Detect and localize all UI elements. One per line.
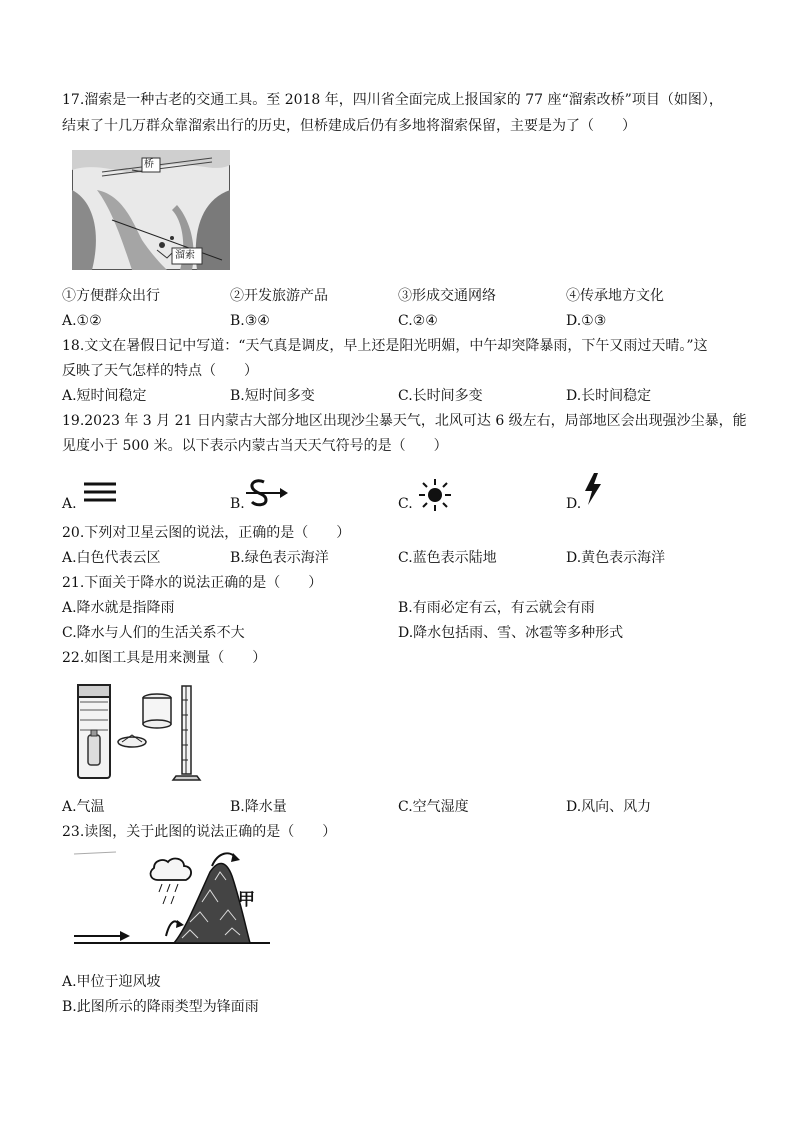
- q19-stem-line2: 见度小于 500 米。以下表示内蒙古当天天气符号的是（ ）: [62, 438, 448, 454]
- q22-option-c[interactable]: C.空气湿度: [398, 799, 469, 815]
- q21-option-d[interactable]: D.降水包括雨、雪、冰雹等多种形式: [398, 625, 624, 641]
- q17-option-b[interactable]: B.③④: [230, 313, 270, 329]
- q19-stem-line1: 19.2023 年 3 月 21 日内蒙古大部分地区出现沙尘暴天气，北风可达 6 级左右，局部地区会出现强沙尘暴，能: [62, 413, 747, 429]
- q18-option-b[interactable]: B.短时间多变: [230, 388, 315, 404]
- q22-option-a[interactable]: A.气温: [62, 799, 105, 815]
- q18-option-a[interactable]: A.短时间稳定: [62, 388, 147, 404]
- thunderstorm-symbol-icon: [582, 472, 604, 506]
- q18-stem-line2: 反映了天气怎样的特点（ ）: [62, 363, 258, 379]
- q18-option-d[interactable]: D.长时间稳定: [566, 388, 652, 404]
- q20-option-c[interactable]: C.蓝色表示陆地: [398, 550, 497, 566]
- q21-option-b[interactable]: B.有雨必定有云，有云就会有雨: [398, 600, 595, 616]
- q17-statement-3: ③形成交通网络: [398, 288, 496, 304]
- rain-gauge-figure: [70, 680, 215, 785]
- q19-option-c-letter: C.: [398, 496, 413, 512]
- sandstorm-symbol-icon: [244, 478, 290, 508]
- q19-option-c[interactable]: [398, 494, 413, 514]
- ropeway-bridge-photo: [72, 150, 230, 270]
- q17-stem-line1: 17.溜索是一种古老的交通工具。至 2018 年，四川省全面完成上报国家的 77 座“溜索改桥”项目（如图），: [62, 92, 723, 108]
- q18-option-c[interactable]: C.长时间多变: [398, 388, 483, 404]
- q23-stem: 23.读图，关于此图的说法正确的是（ ）: [62, 824, 337, 840]
- q20-option-b[interactable]: B.绿色表示海洋: [230, 550, 329, 566]
- q17-option-d[interactable]: D.①③: [566, 313, 607, 329]
- figure-label-bridge: 桥: [144, 159, 154, 170]
- q21-stem: 21.下面关于降水的说法正确的是（ ）: [62, 575, 323, 591]
- q19-option-b-letter: B.: [230, 496, 245, 512]
- q17-option-c[interactable]: C.②④: [398, 313, 438, 329]
- q22-stem: 22.如图工具是用来测量（ ）: [62, 650, 267, 666]
- q18-stem-line1: 18.文文在暑假日记中写道：“天气真是调皮，早上还是阳光明媚，中午却突降暴雨，下午又雨过天晴。”这: [62, 338, 708, 354]
- q19-option-d-letter: D.: [566, 496, 582, 512]
- fog-symbol-icon: [82, 480, 120, 504]
- q20-option-a[interactable]: A.白色代表云区: [62, 550, 161, 566]
- q21-option-c[interactable]: C.降水与人们的生活关系不大: [62, 625, 245, 641]
- q19-option-a[interactable]: [62, 494, 77, 514]
- q23-option-b[interactable]: B.此图所示的降雨类型为锋面雨: [62, 999, 259, 1015]
- q21-option-a[interactable]: A.降水就是指降雨: [62, 600, 175, 616]
- figure-label-jia: 甲: [238, 890, 255, 910]
- q22-option-b[interactable]: B.降水量: [230, 799, 287, 815]
- q20-stem: 20.下列对卫星云图的说法，正确的是（ ）: [62, 525, 351, 541]
- q23-option-a[interactable]: A.甲位于迎风坡: [62, 974, 161, 990]
- q17-statement-1: ①方便群众出行: [62, 288, 160, 304]
- q19-option-a-letter: A.: [62, 496, 77, 512]
- figure-label-ropeway: 溜索: [175, 250, 195, 261]
- q17-statement-4: ④传承地方文化: [566, 288, 664, 304]
- q17-statement-2: ②开发旅游产品: [230, 288, 328, 304]
- sunny-symbol-icon: [418, 478, 452, 512]
- q17-option-a[interactable]: A.①②: [62, 313, 102, 329]
- q19-option-d[interactable]: [566, 494, 581, 514]
- q20-option-d[interactable]: D.黄色表示海洋: [566, 550, 666, 566]
- q19-option-b[interactable]: [230, 494, 245, 514]
- orographic-rain-figure: [70, 850, 270, 950]
- q22-option-d[interactable]: D.风向、风力: [566, 799, 652, 815]
- q17-stem-line2: 结束了十几万群众靠溜索出行的历史，但桥建成后仍有多地将溜索保留，主要是为了（ ）: [62, 118, 636, 134]
